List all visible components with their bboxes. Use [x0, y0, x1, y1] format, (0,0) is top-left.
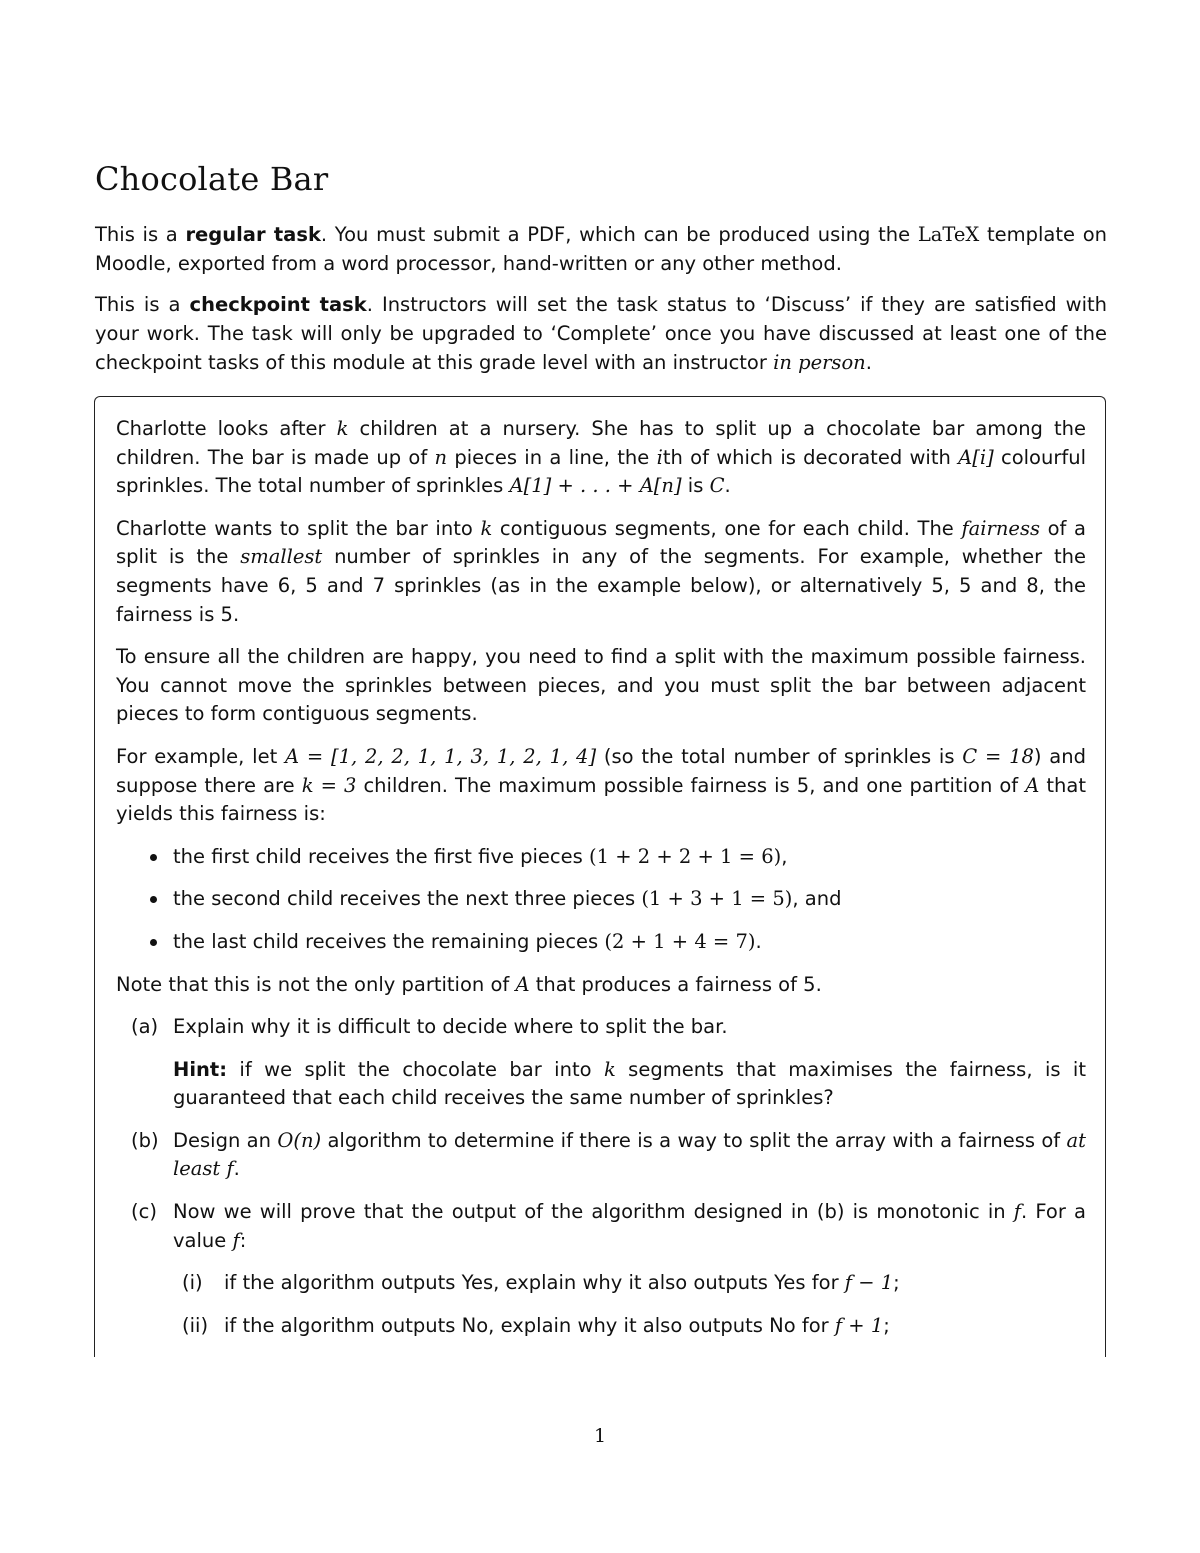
text-span: if the algorithm outputs Yes, explain why it also outputs Yes for — [224, 1271, 845, 1295]
text-span: . Instructors will set the task status to ‘Discuss’ if they are satisfied with your work. The task will only be upgraded to ‘Complete’ once you have discussed at least one of the checkpoint tasks of this module at this grade level with an instructor — [95, 293, 1107, 374]
text-span: For example, let — [116, 744, 285, 768]
text-span: Charlotte looks after — [116, 417, 337, 440]
math: f + 1 — [834, 1313, 884, 1337]
emphasis: fairness — [961, 516, 1040, 540]
text-span: template on Moodle, exported from a word processor, hand-written or any other method. — [95, 223, 1107, 275]
text-span: (so the total number of sprinkles is — [596, 744, 963, 768]
text-span: contiguous segments, one for each child. The — [492, 516, 962, 540]
emphasis: in person — [773, 351, 866, 374]
text-span: . — [865, 351, 872, 374]
text-span: , — [781, 844, 788, 868]
math: A[1] + . . . + A[n] — [509, 474, 682, 498]
problem-content — [116, 415, 1086, 1354]
text-span: segments that maximises the fairness, is it guaranteed that each child receives the same number of sprinkles? — [173, 1057, 1086, 1110]
part-b-text — [173, 1127, 1086, 1184]
text-span: Charlotte wants to split the bar into — [116, 516, 481, 540]
partition-list — [116, 843, 1086, 957]
part-c-text — [173, 1198, 1086, 1255]
math: k — [336, 417, 349, 440]
text-span: Design an — [173, 1128, 278, 1152]
text-span: that yields this fairness is: — [116, 773, 1086, 826]
math: f — [232, 1228, 240, 1252]
math: k — [480, 516, 493, 540]
emphasis: smallest — [240, 545, 323, 569]
text-span: children at a nursery. She has to split up a chocolate bar among the children. The bar is made up of — [116, 417, 1086, 469]
regular-task-notice — [95, 220, 1107, 278]
text-span: Now we will prove that the output of the algorithm designed in (b) is monotonic in — [173, 1200, 1014, 1224]
math: A — [1025, 773, 1040, 797]
bullet-icon — [150, 896, 157, 903]
regular-task-label: regular task — [185, 223, 321, 246]
part-label: (b) — [131, 1128, 159, 1152]
part-c — [116, 1198, 1086, 1255]
text-span: colourful sprinkles. The total number of sprinkles — [116, 445, 1087, 498]
text-span: th of which is decorated with — [662, 445, 959, 469]
part-b — [116, 1127, 1086, 1184]
part-label: (c) — [131, 1200, 157, 1224]
math: C — [709, 474, 725, 498]
text-span: the second child receives the next three pieces — [173, 887, 642, 911]
checkpoint-task-notice — [95, 290, 1107, 377]
list-item — [116, 928, 1086, 957]
text-span: , and — [792, 887, 842, 911]
part-c-i — [116, 1269, 1086, 1298]
math: f — [1013, 1200, 1022, 1224]
text-span: ; — [883, 1313, 890, 1337]
text-span: . For a value — [173, 1200, 1086, 1252]
text-span: children. The maximum possible fairness is 5, and one partition of — [356, 773, 1026, 797]
part-a-text: Explain why it is difficult to decide where to split the bar. — [173, 1015, 728, 1039]
text-span: is — [681, 474, 710, 498]
problem-paragraph-2 — [116, 515, 1086, 629]
text-span: . — [755, 929, 762, 953]
problem-box — [94, 396, 1106, 1357]
math: C = 18 — [962, 744, 1034, 768]
problem-paragraph-1 — [116, 415, 1086, 501]
emphasis: at least — [173, 1128, 1086, 1181]
math: A = [1, 2, 2, 1, 1, 3, 1, 2, 1, 4] — [285, 744, 597, 768]
math: A — [515, 972, 530, 996]
math: f − 1 — [844, 1271, 894, 1295]
text-span: number of sprinkles in any of the segments. For example, whether the segments have 6, 5 and 7 sprinkles (as in the example below), or alternatively 5, 5 and 8, the fairness is 5. — [116, 545, 1086, 626]
text-span: that produces a fairness of 5. — [529, 972, 822, 996]
list-item — [116, 885, 1086, 914]
text-span: ) and suppose there are — [116, 744, 1086, 797]
text-span: . — [724, 474, 731, 498]
bullet-icon — [150, 939, 157, 946]
bullet-icon — [150, 854, 157, 861]
math: k — [603, 1057, 616, 1081]
text-span: Note that this is not the only partition of — [116, 972, 516, 996]
math: (1 + 3 + 1 = 5) — [641, 887, 793, 911]
math: A[i] — [958, 445, 994, 469]
text-span: This is a — [95, 223, 186, 246]
problem-paragraph-3: To ensure all the children are happy, you need to find a split with the maximum possible fairness. You cannot move the sprinkles between pieces, and you must split the bar between adjacent pieces to form contiguous segments. — [116, 645, 1086, 726]
part-c-ii — [116, 1312, 1086, 1341]
hint-label: Hint: — [173, 1057, 228, 1081]
part-label: (a) — [131, 1015, 159, 1039]
partition-note — [116, 971, 1086, 1000]
text-span: the first child receives the first five pieces — [173, 844, 590, 868]
text-span: if the algorithm outputs No, explain why it also outputs No for — [224, 1313, 835, 1337]
text-span: : — [239, 1228, 247, 1252]
math: (2 + 1 + 4 = 7) — [604, 929, 756, 953]
part-a-hint — [173, 1056, 1086, 1113]
subpart-label: (ii) — [182, 1313, 209, 1337]
text-span: of a split is the — [116, 516, 1086, 569]
page-number: 1 — [593, 1425, 607, 1447]
math: (1 + 2 + 2 + 1 = 6) — [589, 844, 782, 868]
text-span: . — [233, 1157, 240, 1181]
text-span: the last child receives the remaining pieces — [173, 929, 605, 953]
text-span: pieces in a line, the — [447, 445, 657, 469]
part-a — [116, 1013, 1086, 1113]
text-span: if we split the chocolate bar into — [227, 1057, 604, 1081]
text-span: . You must submit a PDF, which can be produced using the — [320, 223, 918, 246]
page-title: Chocolate Bar — [95, 160, 329, 198]
math: k = 3 — [301, 773, 357, 797]
text-span: This is a — [95, 293, 190, 316]
text-span: ; — [893, 1271, 900, 1295]
subpart-label: (i) — [182, 1271, 203, 1295]
latex-logo: LaTeX — [917, 223, 980, 246]
math: f — [226, 1157, 234, 1181]
math: n — [434, 445, 448, 469]
math: i — [656, 445, 663, 469]
list-item — [116, 843, 1086, 872]
problem-paragraph-4 — [116, 743, 1086, 829]
text-span: algorithm to determine if there is a way to split the array with a fairness of — [321, 1128, 1067, 1152]
math: O(n) — [277, 1128, 322, 1152]
checkpoint-task-label: checkpoint task — [189, 293, 367, 316]
